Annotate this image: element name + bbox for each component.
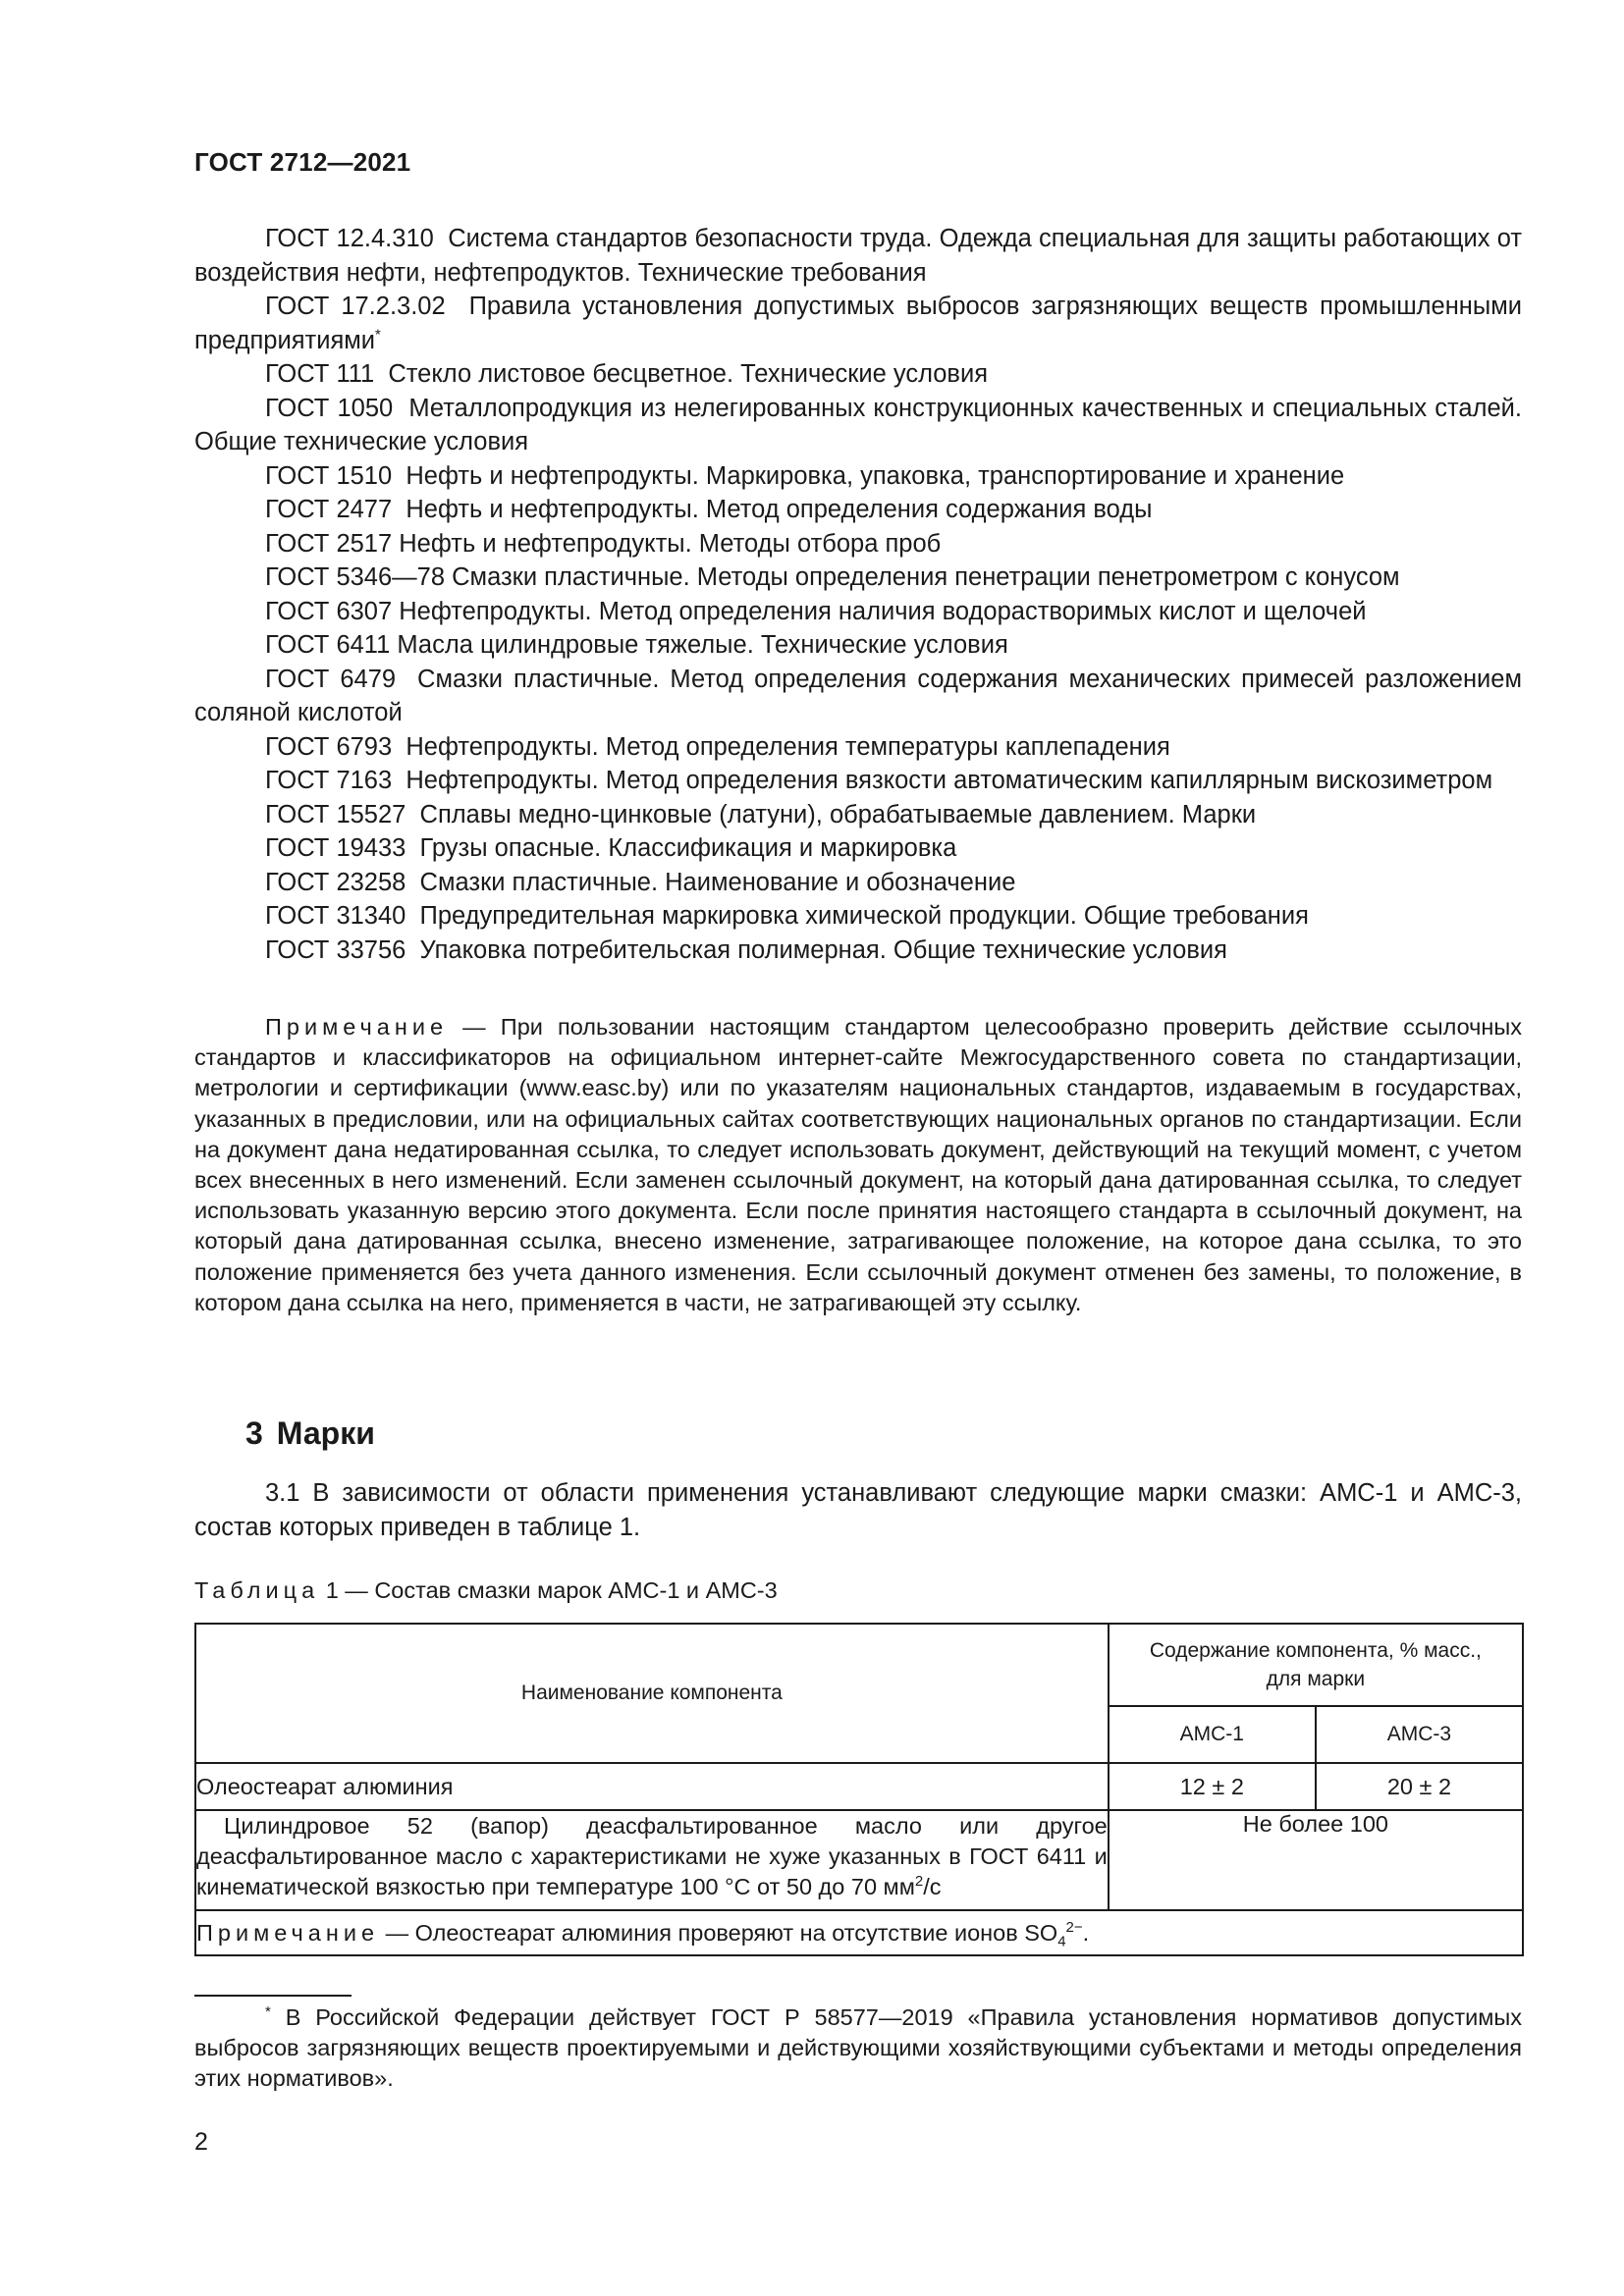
reference-title: Смазки пластичные. Методы определения пенетрации пенетрометром с конусом — [452, 563, 1400, 591]
reference-title: Нефть и нефтепродукты. Методы отбора проб — [399, 529, 942, 558]
reference-code: ГОСТ 15527 — [265, 800, 406, 828]
reference-code: ГОСТ 2517 — [265, 529, 393, 558]
reference-code: ГОСТ 1050 — [265, 394, 394, 422]
references-note — [194, 1012, 1522, 1318]
reference-item — [194, 831, 1522, 866]
reference-title: Упаковка потребительская полимерная. Общие технические условия — [419, 935, 1227, 964]
reference-title: Система стандартов безопасности труда. Одежда специальная для защиты работающих от воздействия нефти, нефтепродуктов. Технические требования — [194, 225, 1523, 287]
footnote-text: В Российской Федерации действует ГОСТ Р 58577—2019 «Правила установления нормативов допустимых выбросов загрязняющих веществ проектируемыми и действующими хозяйствующими субъектами и методы определения этих нормативов». — [194, 2004, 1523, 2092]
reference-item — [194, 392, 1522, 459]
reference-code: ГОСТ 6307 — [265, 597, 393, 625]
reference-title: Стекло листовое бесцветное. Технические условия — [388, 360, 989, 388]
cell-amc-1-value: 12 ± 2 — [1109, 1763, 1316, 1810]
cell-combined-value: Не более 100 — [1109, 1810, 1523, 1910]
reference-code: ГОСТ 23258 — [265, 868, 406, 896]
reference-item — [194, 290, 1522, 357]
reference-code: ГОСТ 31340 — [265, 902, 406, 930]
cell-component-name: Цилиндровое 52 (вапор) деасфальтированное масло или другое деасфальтированное масло с характеристиками не хуже указанных в ГОСТ 6411 и кинематической вязкостью при температуре 100 °С от 50 до 70 $мм^2/с$ — [195, 1810, 1109, 1910]
reference-item — [194, 595, 1522, 629]
reference-title: Нефтепродукты. Метод определения температуры каплепадения — [406, 732, 1170, 761]
footnote-divider — [194, 1995, 352, 1997]
section-title-text: Марки — [276, 1415, 375, 1451]
reference-item — [194, 663, 1522, 730]
reference-title: Грузы опасные. Классификация и маркировка — [419, 834, 957, 862]
reference-title: Сплавы медно-цинковые (латуни), обрабатываемые давлением. Марки — [419, 800, 1257, 828]
footnote-mark: * — [265, 2003, 271, 2021]
reference-title: Нефтепродукты. Метод определения вязкости автоматическим капиллярным вискозиметром — [406, 767, 1493, 794]
reference-item — [194, 764, 1522, 798]
header-amc-3: АМС-3 — [1316, 1706, 1523, 1763]
reference-code: ГОСТ 6479 — [265, 665, 397, 693]
cell-component-name: Олеостеарат алюминия — [195, 1763, 1109, 1810]
reference-title: Металлопродукция из нелегированных конструкционных качественных и специальных сталей. Общие технические условия — [194, 394, 1522, 455]
reference-item — [194, 222, 1522, 290]
table-row — [195, 1810, 1523, 1910]
reference-item — [194, 527, 1522, 561]
reference-item — [194, 493, 1522, 527]
composition-table — [194, 1623, 1524, 1956]
note-text: — При пользовании настоящим стандартом целесообразно проверить действие ссылочных стандартов и классификаторов на официальном интернет-сайте Межгосударственного совета по стандартизации, метрологии и сертификации (www.easc.by) или по указателям национальных стандартов, издаваемым в государствах, указанных в предисловии, или на официальных сайтах соответствующих национальных органов по стандартизации. Если на документ дана недатированная ссылка, то следует использовать документ, действующий на текущий момент, с учетом всех внесенных в него изменений. Если заменен ссылочный документ, на который дана датированная ссылка, то следует использовать указанную версию этого документа. Если после принятия настоящего стандарта в ссылочный документ, на который дана датированная ссылка, внесено изменение, затрагивающее положение, на которое дана ссылка, то это положение применяется без учета данного изменения. Если ссылочный документ отменен без замены, то положение, в котором дана ссылка на него, применяется в части, не затрагивающей эту ссылку. — [194, 1014, 1523, 1315]
reference-item — [194, 357, 1522, 392]
reference-code: ГОСТ 6793 — [265, 732, 393, 761]
reference-item — [194, 866, 1522, 900]
reference-title: Нефть и нефтепродукты. Метод определения содержания воды — [406, 496, 1153, 523]
reference-item — [194, 798, 1522, 832]
footnote — [194, 2002, 1522, 2095]
header-component-content: Содержание компонента, % масс., для марки — [1109, 1624, 1523, 1706]
reference-title: Нефтепродукты. Метод определения наличия водорастворимых кислот и щелочей — [399, 597, 1367, 625]
reference-code: ГОСТ 33756 — [265, 935, 406, 964]
paragraph-3-1: 3.1 В зависимости от области применения устанавливают следующие марки смазки: АМС-1 и АМС-3, состав которых приведен в таблице 1. — [194, 1479, 1522, 1541]
reference-code: ГОСТ 6411 — [265, 631, 391, 659]
table-caption-text: 1 — Состав смазки марок АМС-1 и АМС-3 — [325, 1577, 778, 1603]
document-header: ГОСТ 2712—2021 — [194, 147, 411, 177]
table-caption — [194, 1577, 778, 1604]
reference-code: ГОСТ 17.2.3.02 — [265, 293, 446, 320]
reference-code: ГОСТ 111 — [265, 360, 375, 388]
table-caption-label: Таблица — [194, 1577, 320, 1603]
normative-references-list — [194, 222, 1522, 967]
note-label: Примечание — [265, 1014, 449, 1040]
reference-item — [194, 899, 1522, 934]
reference-item — [194, 561, 1522, 595]
reference-code: ГОСТ 12.4.310 — [265, 225, 434, 252]
table-note: Примечание — Олеостеарат алюминия проверяют на отсутствие ионов $SO_4^{2-}$. — [195, 1910, 1523, 1955]
reference-item — [194, 628, 1522, 663]
reference-code: ГОСТ 1510 — [265, 461, 393, 490]
section-number: 3 — [245, 1415, 263, 1451]
reference-title: Нефть и нефтепродукты. Маркировка, упаковка, транспортирование и хранение — [406, 461, 1345, 490]
header-amc-1: АМС-1 — [1109, 1706, 1316, 1763]
cell-amc-3-value: 20 ± 2 — [1316, 1763, 1523, 1810]
reference-code: ГОСТ 5346—78 — [265, 563, 446, 591]
reference-code: ГОСТ 7163 — [265, 767, 393, 794]
page-number: 2 — [194, 2128, 208, 2156]
reference-title: Правила установления допустимых выбросов загрязняющих веществ промышленными предприятиями — [194, 293, 1522, 354]
reference-item — [194, 459, 1522, 494]
header-component-name: Наименование компонента — [195, 1624, 1109, 1763]
reference-title: Смазки пластичные. Метод определения содержания механических примесей разложением соляной кислотой — [194, 665, 1522, 726]
reference-item — [194, 730, 1522, 765]
section-heading — [245, 1415, 375, 1452]
footnote-mark: * — [375, 326, 381, 343]
table-row — [195, 1763, 1523, 1810]
reference-item — [194, 934, 1522, 968]
reference-title: Масла цилиндровые тяжелые. Технические условия — [397, 631, 1008, 659]
reference-title: Предупредительная маркировка химической продукции. Общие требования — [419, 902, 1309, 930]
reference-code: ГОСТ 19433 — [265, 834, 406, 862]
reference-code: ГОСТ 2477 — [265, 496, 393, 523]
table-note-row — [195, 1910, 1523, 1955]
reference-title: Смазки пластичные. Наименование и обозначение — [419, 868, 1016, 896]
